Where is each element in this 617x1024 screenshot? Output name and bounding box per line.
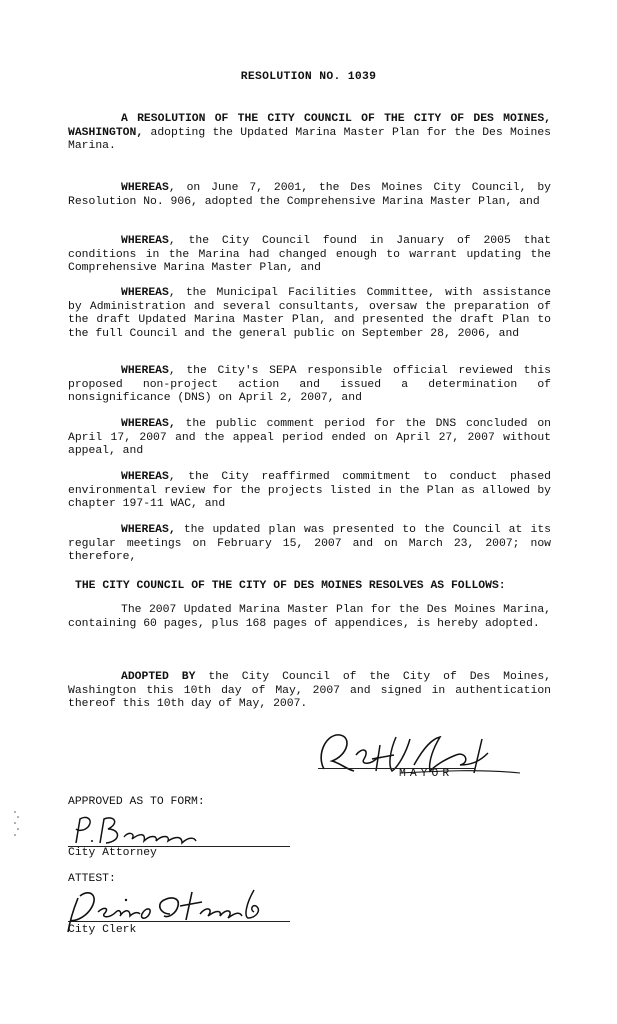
whereas-text: , on June 7, 2001, the Des Moines City Council, by Resolution No. 906, adopted the Comprehensive Marina Master Plan, and <box>68 182 551 208</box>
whereas-clause-7 <box>68 524 551 565</box>
whereas-clause-3 <box>68 287 551 341</box>
whereas-text: , the City Council found in January of 2005 that conditions in the Marina had changed enough to warrant updating the Comprehensive Marina Master Plan, and <box>68 235 551 274</box>
mayor-label: MAYOR <box>399 768 454 780</box>
resolution-body-text: The 2007 Updated Marina Master Plan for the Des Moines Marina, containing 60 pages, plus 168 pages of appendices, is hereby adopted. <box>68 604 551 630</box>
whereas-lead: WHEREAS <box>121 235 169 247</box>
resolves-heading: THE CITY COUNCIL OF THE CITY OF DES MOINES RESOLVES AS FOLLOWS: <box>75 580 506 592</box>
whereas-clause-4 <box>68 365 551 406</box>
margin-marks <box>12 808 22 838</box>
city-attorney-label: City Attorney <box>68 847 157 859</box>
adopted-clause <box>68 671 551 712</box>
adopted-lead: ADOPTED BY <box>121 671 196 683</box>
whereas-text: the updated plan was presented to the Council at its regular meetings on February 15, 2007 and on March 23, 2007; now therefore, <box>68 524 551 563</box>
preamble <box>68 113 551 154</box>
whereas-lead: WHEREAS, <box>121 418 176 430</box>
attest-label: ATTEST: <box>68 873 116 885</box>
preamble-text: adopting the Updated Marina Master Plan for the Des Moines Marina. <box>68 126 551 152</box>
city-clerk-label: City Clerk <box>68 924 137 936</box>
whereas-lead: WHEREAS <box>121 182 169 194</box>
whereas-text: , the Municipal Facilities Committee, with assistance by Administration and several consultants, oversaw the preparation of the draft Updated Marina Master Plan, and presented the draft Plan to the full Council and the general public on September 28, 2006, and <box>68 287 551 340</box>
whereas-lead: WHEREAS <box>121 365 169 377</box>
preamble-bold: A RESOLUTION OF THE CITY COUNCIL OF THE CITY OF DES MOINES, WASHINGTON, <box>68 113 551 139</box>
whereas-lead: WHEREAS <box>121 287 169 299</box>
whereas-text: the public comment period for the DNS concluded on April 17, 2007 and the appeal period ended on April 27, 2007 without appeal, and <box>68 418 551 457</box>
document-title: RESOLUTION NO. 1039 <box>240 71 377 83</box>
whereas-clause-5 <box>68 418 551 459</box>
whereas-lead: WHEREAS, <box>121 524 176 536</box>
clerk-signature-line <box>68 921 290 922</box>
whereas-clause-2 <box>68 235 551 276</box>
whereas-text: , the City's SEPA responsible official reviewed this proposed non-project action and issued a determination of nonsignificance (DNS) on April 2, 2007, and <box>68 365 551 404</box>
city-attorney-signature <box>70 813 210 849</box>
whereas-clause-6 <box>68 471 551 512</box>
resolution-body <box>68 604 551 631</box>
whereas-clause-1 <box>68 182 551 209</box>
approved-as-to-form-label: APPROVED AS TO FORM: <box>68 796 205 808</box>
adopted-text: the City Council of the City of Des Moines, Washington this 10th day of May, 2007 and signed in authentication thereof this 10th day of May, 2007. <box>68 671 552 710</box>
whereas-lead: WHEREAS <box>121 471 169 483</box>
whereas-text: , the City reaffirmed commitment to conduct phased environmental review for the projects listed in the Plan as allowed by chapter 197-11 WAC, and <box>68 471 551 510</box>
